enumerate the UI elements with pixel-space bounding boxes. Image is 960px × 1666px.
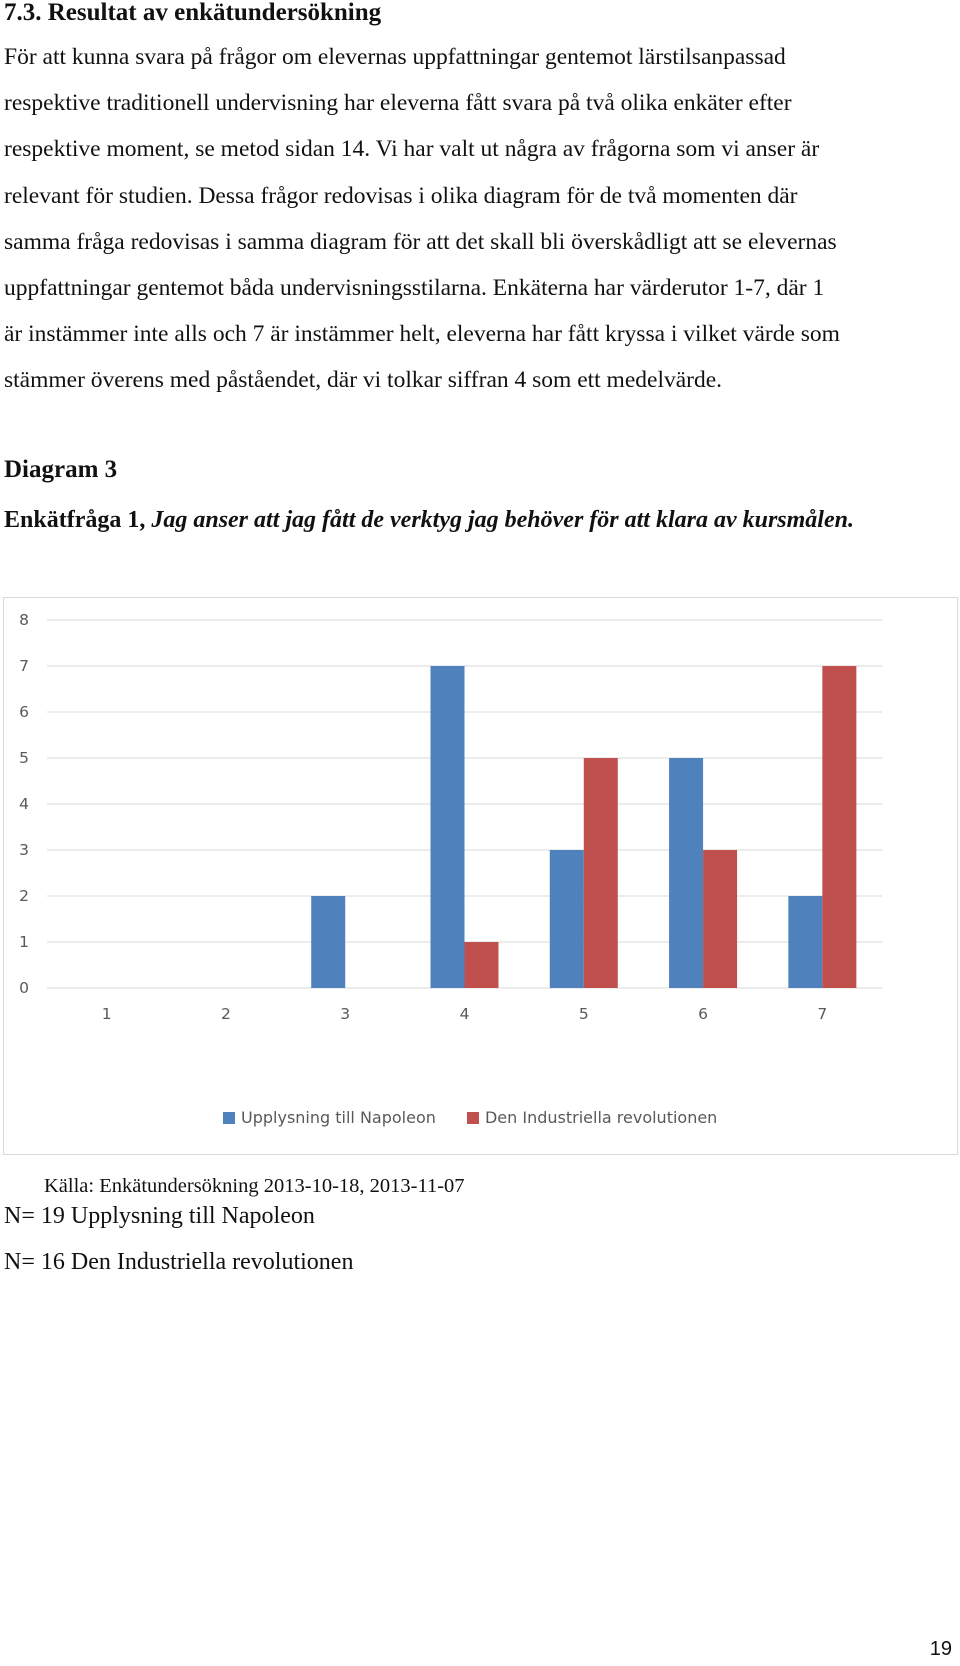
bar-industriella-4 [465, 942, 499, 988]
bar-napoleon-4 [431, 666, 465, 988]
x-tick-label: 7 [817, 1005, 828, 1023]
y-tick-label: 4 [19, 795, 29, 813]
bar-napoleon-7 [788, 896, 822, 988]
y-tick-label: 3 [19, 841, 29, 859]
bar-napoleon-5 [550, 850, 584, 988]
legend-label-napoleon: Upplysning till Napoleon [241, 1108, 436, 1127]
bar-industriella-5 [584, 758, 618, 988]
bar-industriella-6 [703, 850, 737, 988]
y-tick-label: 2 [19, 887, 29, 905]
survey-question [4, 505, 960, 535]
bar-industriella-7 [822, 666, 856, 988]
body-paragraph [4, 34, 952, 404]
n-count-napoleon: N= 19 Upplysning till Napoleon [4, 1203, 315, 1229]
y-tick-label: 0 [19, 979, 29, 997]
diagram-title: Diagram 3 [4, 456, 118, 483]
bar-chart [3, 597, 958, 1155]
bar-chart-svg [4, 598, 959, 1156]
paragraph-line: relevant för studien. Dessa frågor redovisas i olika diagram för de två momenten där [4, 182, 798, 209]
y-tick-label: 8 [19, 611, 29, 629]
x-tick-label: 5 [578, 1005, 589, 1023]
paragraph-line: stämmer överens med påståendet, där vi tolkar siffran 4 som ett medelvärde. [4, 367, 723, 394]
legend-swatch-napoleon [223, 1112, 235, 1124]
x-tick-label: 1 [101, 1005, 112, 1023]
bar-napoleon-6 [669, 758, 703, 988]
bar-napoleon-3 [311, 896, 345, 988]
y-tick-label: 7 [19, 657, 29, 675]
legend-item-napoleon [223, 1108, 436, 1127]
x-tick-label: 4 [459, 1005, 470, 1023]
paragraph-line: respektive traditionell undervisning har eleverna fått svara på två olika enkäter efter [4, 90, 792, 117]
y-tick-label: 1 [19, 933, 29, 951]
paragraph-line: är instämmer inte alls och 7 är instämmer helt, eleverna har fått kryssa i vilket värde som [4, 321, 840, 348]
y-tick-label: 6 [19, 703, 29, 721]
paragraph-line: respektive moment, se metod sidan 14. Vi har valt ut några av frågorna som vi anser är [4, 136, 820, 163]
question-prefix: Enkätfråga 1, [4, 507, 146, 533]
n-count-industriella: N= 16 Den Industriella revolutionen [4, 1249, 354, 1275]
paragraph-line: För att kunna svara på frågor om elevernas uppfattningar gentemot lärstilsanpassad [4, 44, 786, 70]
x-tick-label: 2 [220, 1005, 231, 1023]
x-tick-label: 3 [340, 1005, 351, 1023]
legend-label-industriella: Den Industriella revolutionen [484, 1108, 718, 1127]
paragraph-line: samma fråga redovisas i samma diagram för att det skall bli överskådligt att se elevernas [4, 228, 837, 255]
question-text: Jag anser att jag fått de verktyg jag behöver för att klara av kursmålen. [151, 507, 854, 533]
x-tick-label: 6 [698, 1005, 709, 1023]
legend-item-industriella [467, 1108, 717, 1127]
y-tick-label: 5 [19, 749, 29, 767]
chart-legend [223, 1108, 743, 1132]
section-heading: 7.3. Resultat av enkätundersökning [4, 0, 382, 26]
page-number: 19 [929, 1638, 952, 1660]
legend-swatch-industriella [467, 1112, 479, 1124]
source-note: Källa: Enkätundersökning 2013-10-18, 2013-11-07 [44, 1175, 465, 1197]
paragraph-line: uppfattningar gentemot båda undervisningsstilarna. Enkäterna har värderutor 1-7, där 1 [4, 275, 825, 302]
